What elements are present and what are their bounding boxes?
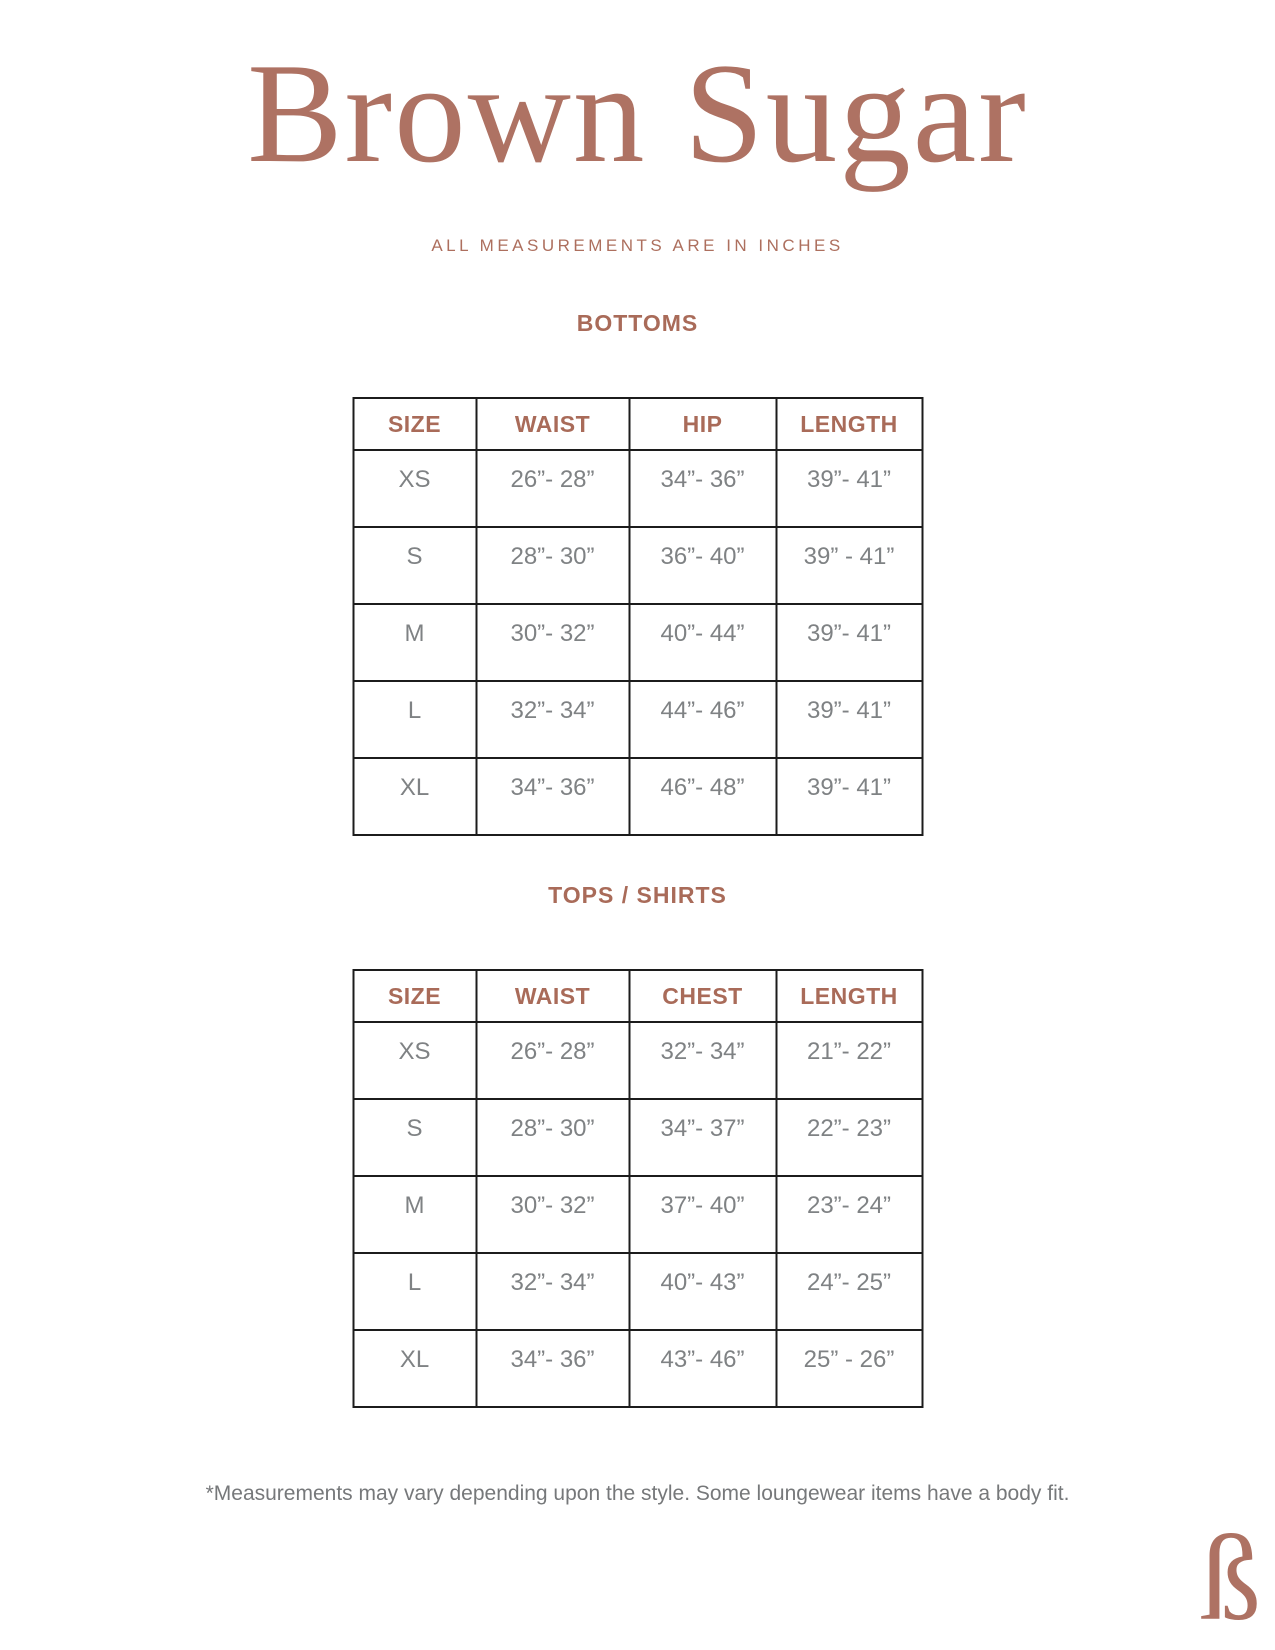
column-header-length: LENGTH [776,398,922,450]
measurement-cell: 39”- 41” [776,450,922,527]
measurement-cell: 32”- 34” [476,1253,629,1330]
measurement-cell: 39” - 41” [776,527,922,604]
size-cell: S [353,1099,476,1176]
column-header-size: SIZE [353,970,476,1022]
size-cell: XS [353,1022,476,1099]
table-header-row [353,970,922,1022]
column-header-waist: WAIST [476,398,629,450]
size-cell: M [353,1176,476,1253]
size-cell: M [353,604,476,681]
size-cell: XL [353,758,476,835]
measurement-cell: 34”- 36” [476,758,629,835]
column-header-hip: HIP [629,398,776,450]
size-cell: XL [353,1330,476,1407]
column-header-chest: CHEST [629,970,776,1022]
measurement-cell: 30”- 32” [476,1176,629,1253]
measurements-note: ALL MEASUREMENTS ARE IN INCHES [431,236,844,255]
measurement-cell: 39”- 41” [776,604,922,681]
size-row-xs [353,1022,922,1099]
measurement-cell: 39”- 41” [776,681,922,758]
page-title: Brown Sugar [247,34,1028,192]
size-row-s [353,1099,922,1176]
table-header-row [353,398,922,450]
measurement-cell: 30”- 32” [476,604,629,681]
size-cell: L [353,681,476,758]
measurement-cell: 39”- 41” [776,758,922,835]
measurement-cell: 46”- 48” [629,758,776,835]
measurement-cell: 32”- 34” [629,1022,776,1099]
section-heading-tops: TOPS / SHIRTS [548,882,727,908]
size-row-l [353,681,922,758]
section-heading-bottoms: BOTTOMS [576,310,699,336]
measurement-cell: 40”- 44” [629,604,776,681]
measurement-cell: 44”- 46” [629,681,776,758]
measurement-cell: 23”- 24” [776,1176,922,1253]
size-cell: S [353,527,476,604]
size-row-m [353,604,922,681]
brand-monogram-icon: ß [1200,1511,1261,1646]
size-row-xl [353,1330,922,1407]
measurement-cell: 24”- 25” [776,1253,922,1330]
size-row-xl [353,758,922,835]
measurement-cell: 28”- 30” [476,527,629,604]
footnote: *Measurements may vary depending upon the style. Some loungewear items have a body fit. [205,1482,1070,1505]
size-row-xs [353,450,922,527]
size-row-l [353,1253,922,1330]
measurement-cell: 26”- 28” [476,450,629,527]
measurement-cell: 32”- 34” [476,681,629,758]
measurement-cell: 37”- 40” [629,1176,776,1253]
measurement-cell: 43”- 46” [629,1330,776,1407]
size-table-bottoms [352,397,923,836]
column-header-waist: WAIST [476,970,629,1022]
size-cell: XS [353,450,476,527]
measurement-cell: 36”- 40” [629,527,776,604]
measurement-cell: 21”- 22” [776,1022,922,1099]
size-row-m [353,1176,922,1253]
measurement-cell: 28”- 30” [476,1099,629,1176]
column-header-size: SIZE [353,398,476,450]
column-header-length: LENGTH [776,970,922,1022]
measurement-cell: 22”- 23” [776,1099,922,1176]
measurement-cell: 34”- 37” [629,1099,776,1176]
measurement-cell: 40”- 43” [629,1253,776,1330]
measurement-cell: 34”- 36” [629,450,776,527]
size-cell: L [353,1253,476,1330]
size-table-tops [352,969,923,1408]
measurement-cell: 25” - 26” [776,1330,922,1407]
size-row-s [353,527,922,604]
measurement-cell: 26”- 28” [476,1022,629,1099]
measurement-cell: 34”- 36” [476,1330,629,1407]
